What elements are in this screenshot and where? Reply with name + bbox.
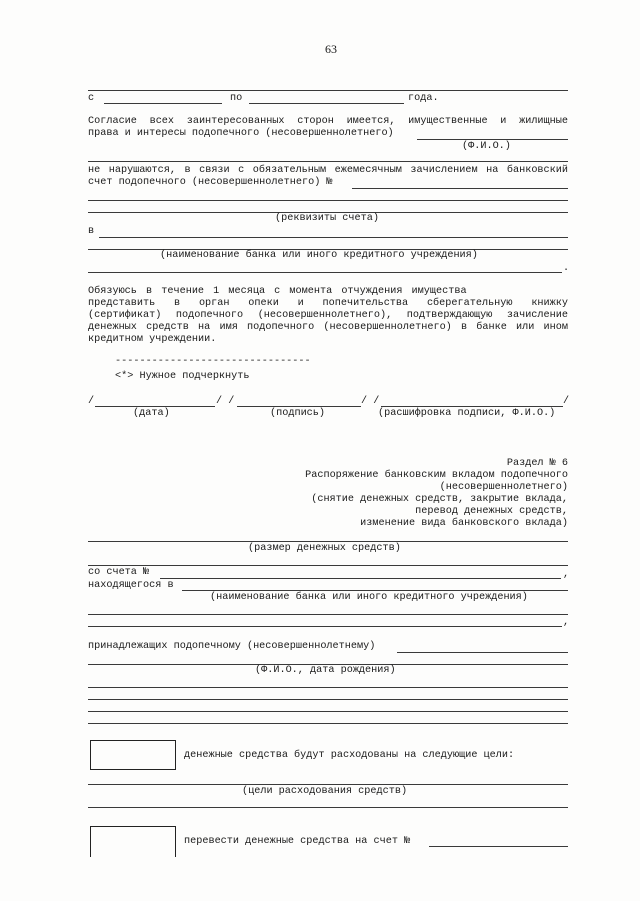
footnote-separator: --------------------------------	[115, 356, 311, 367]
consent-line-2: права и интересы подопечного (несовершеннолетнего)	[88, 128, 394, 139]
footnote-text: <*> Нужное подчеркнуть	[115, 371, 250, 382]
fio-dob-caption: (Ф.И.О., дата рождения)	[255, 665, 396, 676]
bank-line-b[interactable]	[88, 626, 562, 627]
bank-name-field[interactable]	[99, 237, 568, 238]
bank-line-comma: ,	[563, 617, 570, 628]
section6-bank-caption: (наименование банка или иного кредитного учреждения)	[210, 592, 528, 603]
obligation-line-4: денежных средств на имя подопечного (несовершеннолетнего) в банке или ином	[88, 322, 568, 333]
consent-fio-caption: (Ф.И.О.)	[462, 141, 511, 152]
amount-line-2[interactable]	[88, 565, 568, 566]
page-number: 63	[325, 42, 337, 56]
from-account-label: со счета №	[88, 567, 150, 578]
period-year-label: года.	[408, 93, 439, 104]
free-line-3[interactable]	[88, 711, 568, 712]
free-line-2[interactable]	[88, 699, 568, 700]
period-to-label: по	[230, 93, 243, 104]
amount-field[interactable]	[88, 541, 568, 542]
account-number-field[interactable]	[352, 188, 568, 189]
consent-fio-line[interactable]	[88, 161, 568, 162]
obligation-line-2: представить в орган опеки и попечительства сберегательную книжку	[88, 298, 568, 309]
belonging-field[interactable]	[397, 652, 568, 653]
transfer-account-field[interactable]	[429, 846, 568, 847]
from-account-comma: ,	[563, 569, 570, 580]
sign-field[interactable]	[237, 406, 361, 407]
consent-line-1: Согласие всех заинтересованных сторон имеется, имущественные и жилищные	[88, 116, 568, 127]
purposes-caption: (цели расходования средств)	[242, 786, 408, 797]
bank-in-label: в	[88, 226, 95, 237]
sign-caption: (подпись)	[270, 408, 326, 419]
consent-fio-field[interactable]	[417, 139, 568, 140]
date-caption: (дата)	[133, 408, 170, 419]
obligation-line-3: (сертификат) подопечного (несовершеннолетнего), подтверждающую зачисление	[88, 310, 568, 321]
period-from-label: с	[88, 93, 95, 104]
account-line-1[interactable]	[88, 200, 568, 201]
sig-slash-2: / /	[216, 396, 235, 407]
purposes-line-2[interactable]	[88, 807, 568, 808]
free-line-4[interactable]	[88, 723, 568, 724]
date-field[interactable]	[95, 406, 215, 407]
located-in-label: находящегося в	[88, 580, 174, 591]
transfer-checkbox[interactable]	[90, 826, 176, 857]
decode-caption: (расшифровка подписи, Ф.И.О.)	[378, 408, 556, 419]
period-from-field[interactable]	[104, 103, 222, 104]
sig-slash-3: / /	[361, 396, 380, 407]
located-bank-field[interactable]	[182, 590, 568, 591]
obligation-line-5: кредитном учреждении.	[88, 334, 217, 345]
spend-text: денежные средства будут расходованы на следующие цели:	[184, 750, 515, 761]
from-account-field[interactable]	[160, 578, 561, 579]
section6-sub-3: (снятие денежных средств, закрытие вклада,	[311, 494, 568, 505]
sig-slash-1: /	[88, 396, 95, 407]
consent-line-3: не нарушаются, в связи с обязательным ежемесячным зачислением на банковский	[88, 165, 568, 176]
bank-line-a[interactable]	[88, 614, 568, 615]
belonging-label: принадлежащих подопечному (несовершеннолетнему)	[88, 641, 376, 652]
decode-field[interactable]	[381, 406, 563, 407]
bank-caption: (наименование банка или иного кредитного учреждения)	[160, 250, 478, 261]
section6-title: Раздел № 6	[506, 458, 568, 469]
account-caption: (реквизиты счета)	[275, 213, 379, 224]
obligation-line-1: Обязуюсь в течение 1 месяца с момента отчуждения имущества	[88, 286, 467, 297]
bank-extra-line[interactable]	[88, 272, 562, 273]
transfer-text: перевести денежные средства на счет №	[184, 836, 411, 847]
sig-slash-4: /	[563, 396, 570, 407]
section6-sub-4: перевод денежных средств,	[415, 506, 568, 517]
purposes-field[interactable]	[88, 784, 568, 785]
consent-line-4: счет подопечного (несовершеннолетнего) №	[88, 177, 333, 188]
period-to-field[interactable]	[249, 103, 404, 104]
bank-line-period: .	[563, 263, 570, 274]
section6-sub-2: (несовершеннолетнего)	[439, 482, 568, 493]
amount-caption: (размер денежных средств)	[248, 543, 401, 554]
section6-sub-1: Распоряжение банковским вкладом подопечного	[305, 470, 568, 481]
top-rule	[88, 90, 568, 91]
section6-sub-5: изменение вида банковского вклада)	[360, 518, 568, 529]
free-line-1[interactable]	[88, 687, 568, 688]
spend-checkbox[interactable]	[90, 740, 176, 770]
